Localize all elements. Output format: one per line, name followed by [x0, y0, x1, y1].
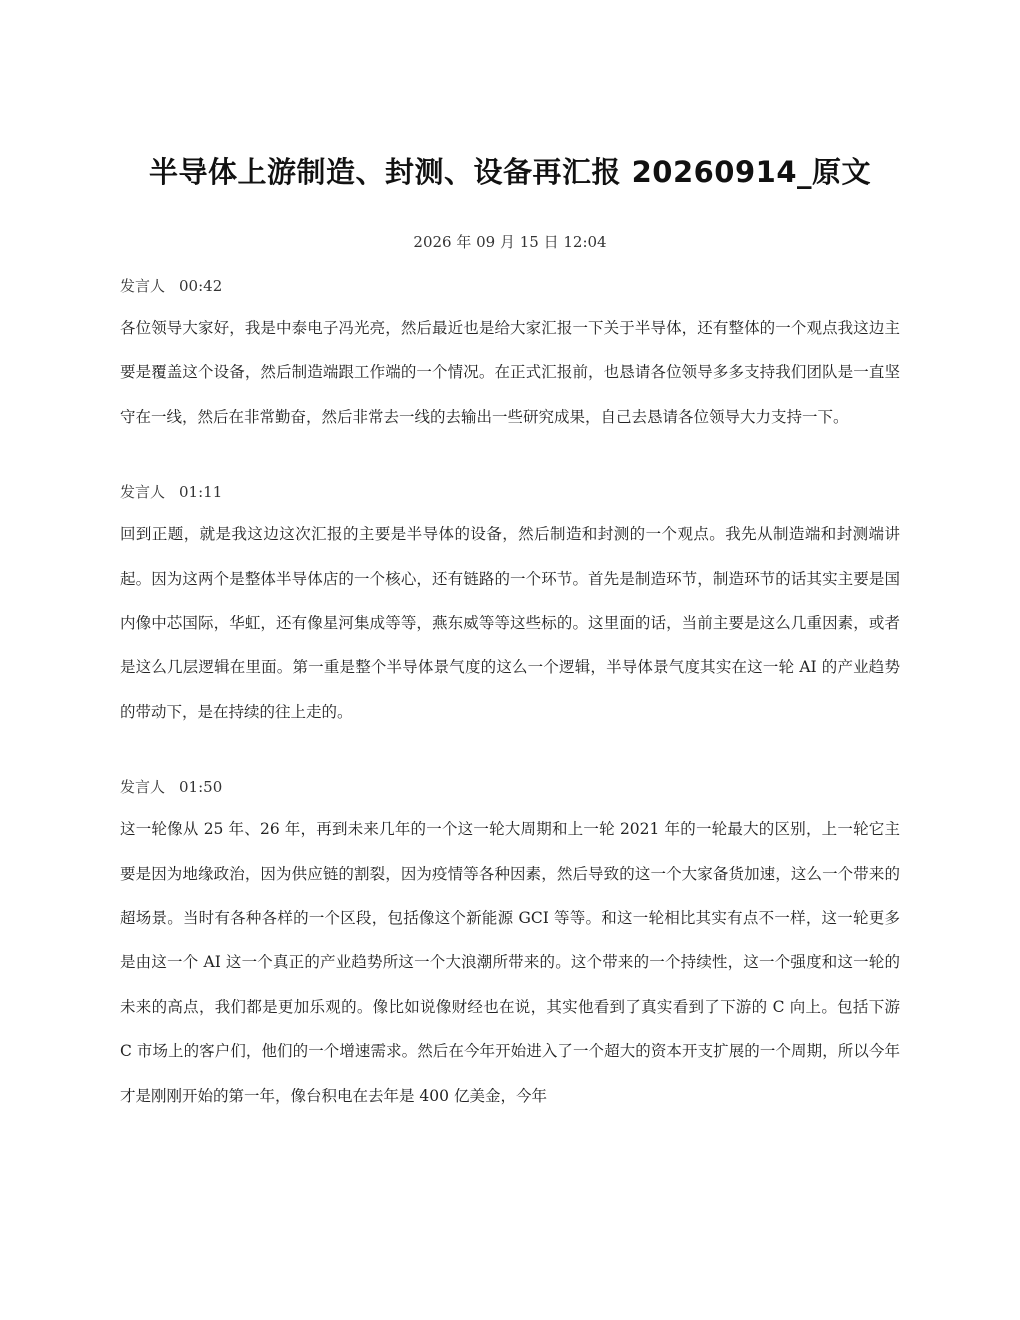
- transcript-paragraph: 各位领导大家好，我是中泰电子冯光亮，然后最近也是给大家汇报一下关于半导体，还有整体的一个观点我这边主要是覆盖这个设备，然后制造端跟工作端的一个情况。在正式汇报前，也恳请各位领导多多支持我们团队是一直坚守在一线，然后在非常勤奋，然后非常去一线的去输出一些研究成果，自己去恳请各位领导大力支持一下。: [120, 319, 900, 426]
- speaker-line: [120, 274, 900, 298]
- speaker-name: 发言人: [120, 778, 166, 797]
- document-title: 半导体上游制造、封测、设备再汇报 20260914_原文: [148, 155, 872, 189]
- speaker-name: 发言人: [120, 483, 166, 502]
- speaker-line: [120, 480, 900, 504]
- speaker-timestamp: 01:50: [179, 778, 223, 797]
- transcript-body: [120, 274, 900, 1118]
- speaker-timestamp: 00:42: [179, 277, 223, 295]
- section-divider-space: [120, 439, 900, 480]
- document-date: 2026 年 09 月 15 日 12:04: [413, 233, 607, 251]
- speaker-timestamp: 01:11: [179, 483, 223, 502]
- speaker-line: [120, 775, 900, 799]
- transcript-section: [120, 274, 900, 439]
- speaker-name: 发言人: [120, 277, 166, 295]
- transcript-paragraph: 回到正题，就是我这边这次汇报的主要是半导体的设备，然后制造和封测的一个观点。我先从制造端和封测端讲起。因为这两个是整体半导体店的一个核心，还有链路的一个环节。首先是制造环节，制造环节的话其实主要是国内像中芯国际，华虹，还有像星河集成等等，燕东威等等这些标的。这里面的话，当前主要是这么几重因素，或者是这么几层逻辑在里面。第一重是整个半导体景气度的这么一个逻辑，半导体景气度其实在这一轮 AI 的产业趋势的带动下，是在持续的往上走的。: [120, 525, 900, 721]
- transcript-paragraph: 这一轮像从 25 年、26 年，再到未来几年的一个这一轮大周期和上一轮 2021 年的一轮最大的区别，上一轮它主要是因为地缘政治，因为供应链的割裂，因为疫情等各种因素，然后导致的这一个大家备货加速，这么一个带来的超场景。当时有各种各样的一个区段，包括像这个新能源 GCI 等等。和这一轮相比其实有点不一样，这一轮更多是由这一个 AI 这一个真正的产业趋势所这一个大浪潮所带来的。这个带来的一个持续性，这一个强度和这一轮的未来的高点，我们都是更加乐观的。像比如说像财经也在说，其实他看到了真实看到了下游的 C 向上。包括下游 C 市场上的客户们，他们的一个增速需求。然后在今年开始进入了一个超大的资本开支扩展的一个周期，所以今年才是刚刚开始的第一年，像台积电在去年是 400 亿美金，今年: [120, 820, 900, 1105]
- section-divider-space: [120, 734, 900, 775]
- transcript-section: [120, 775, 900, 1118]
- transcript-section: [120, 480, 900, 734]
